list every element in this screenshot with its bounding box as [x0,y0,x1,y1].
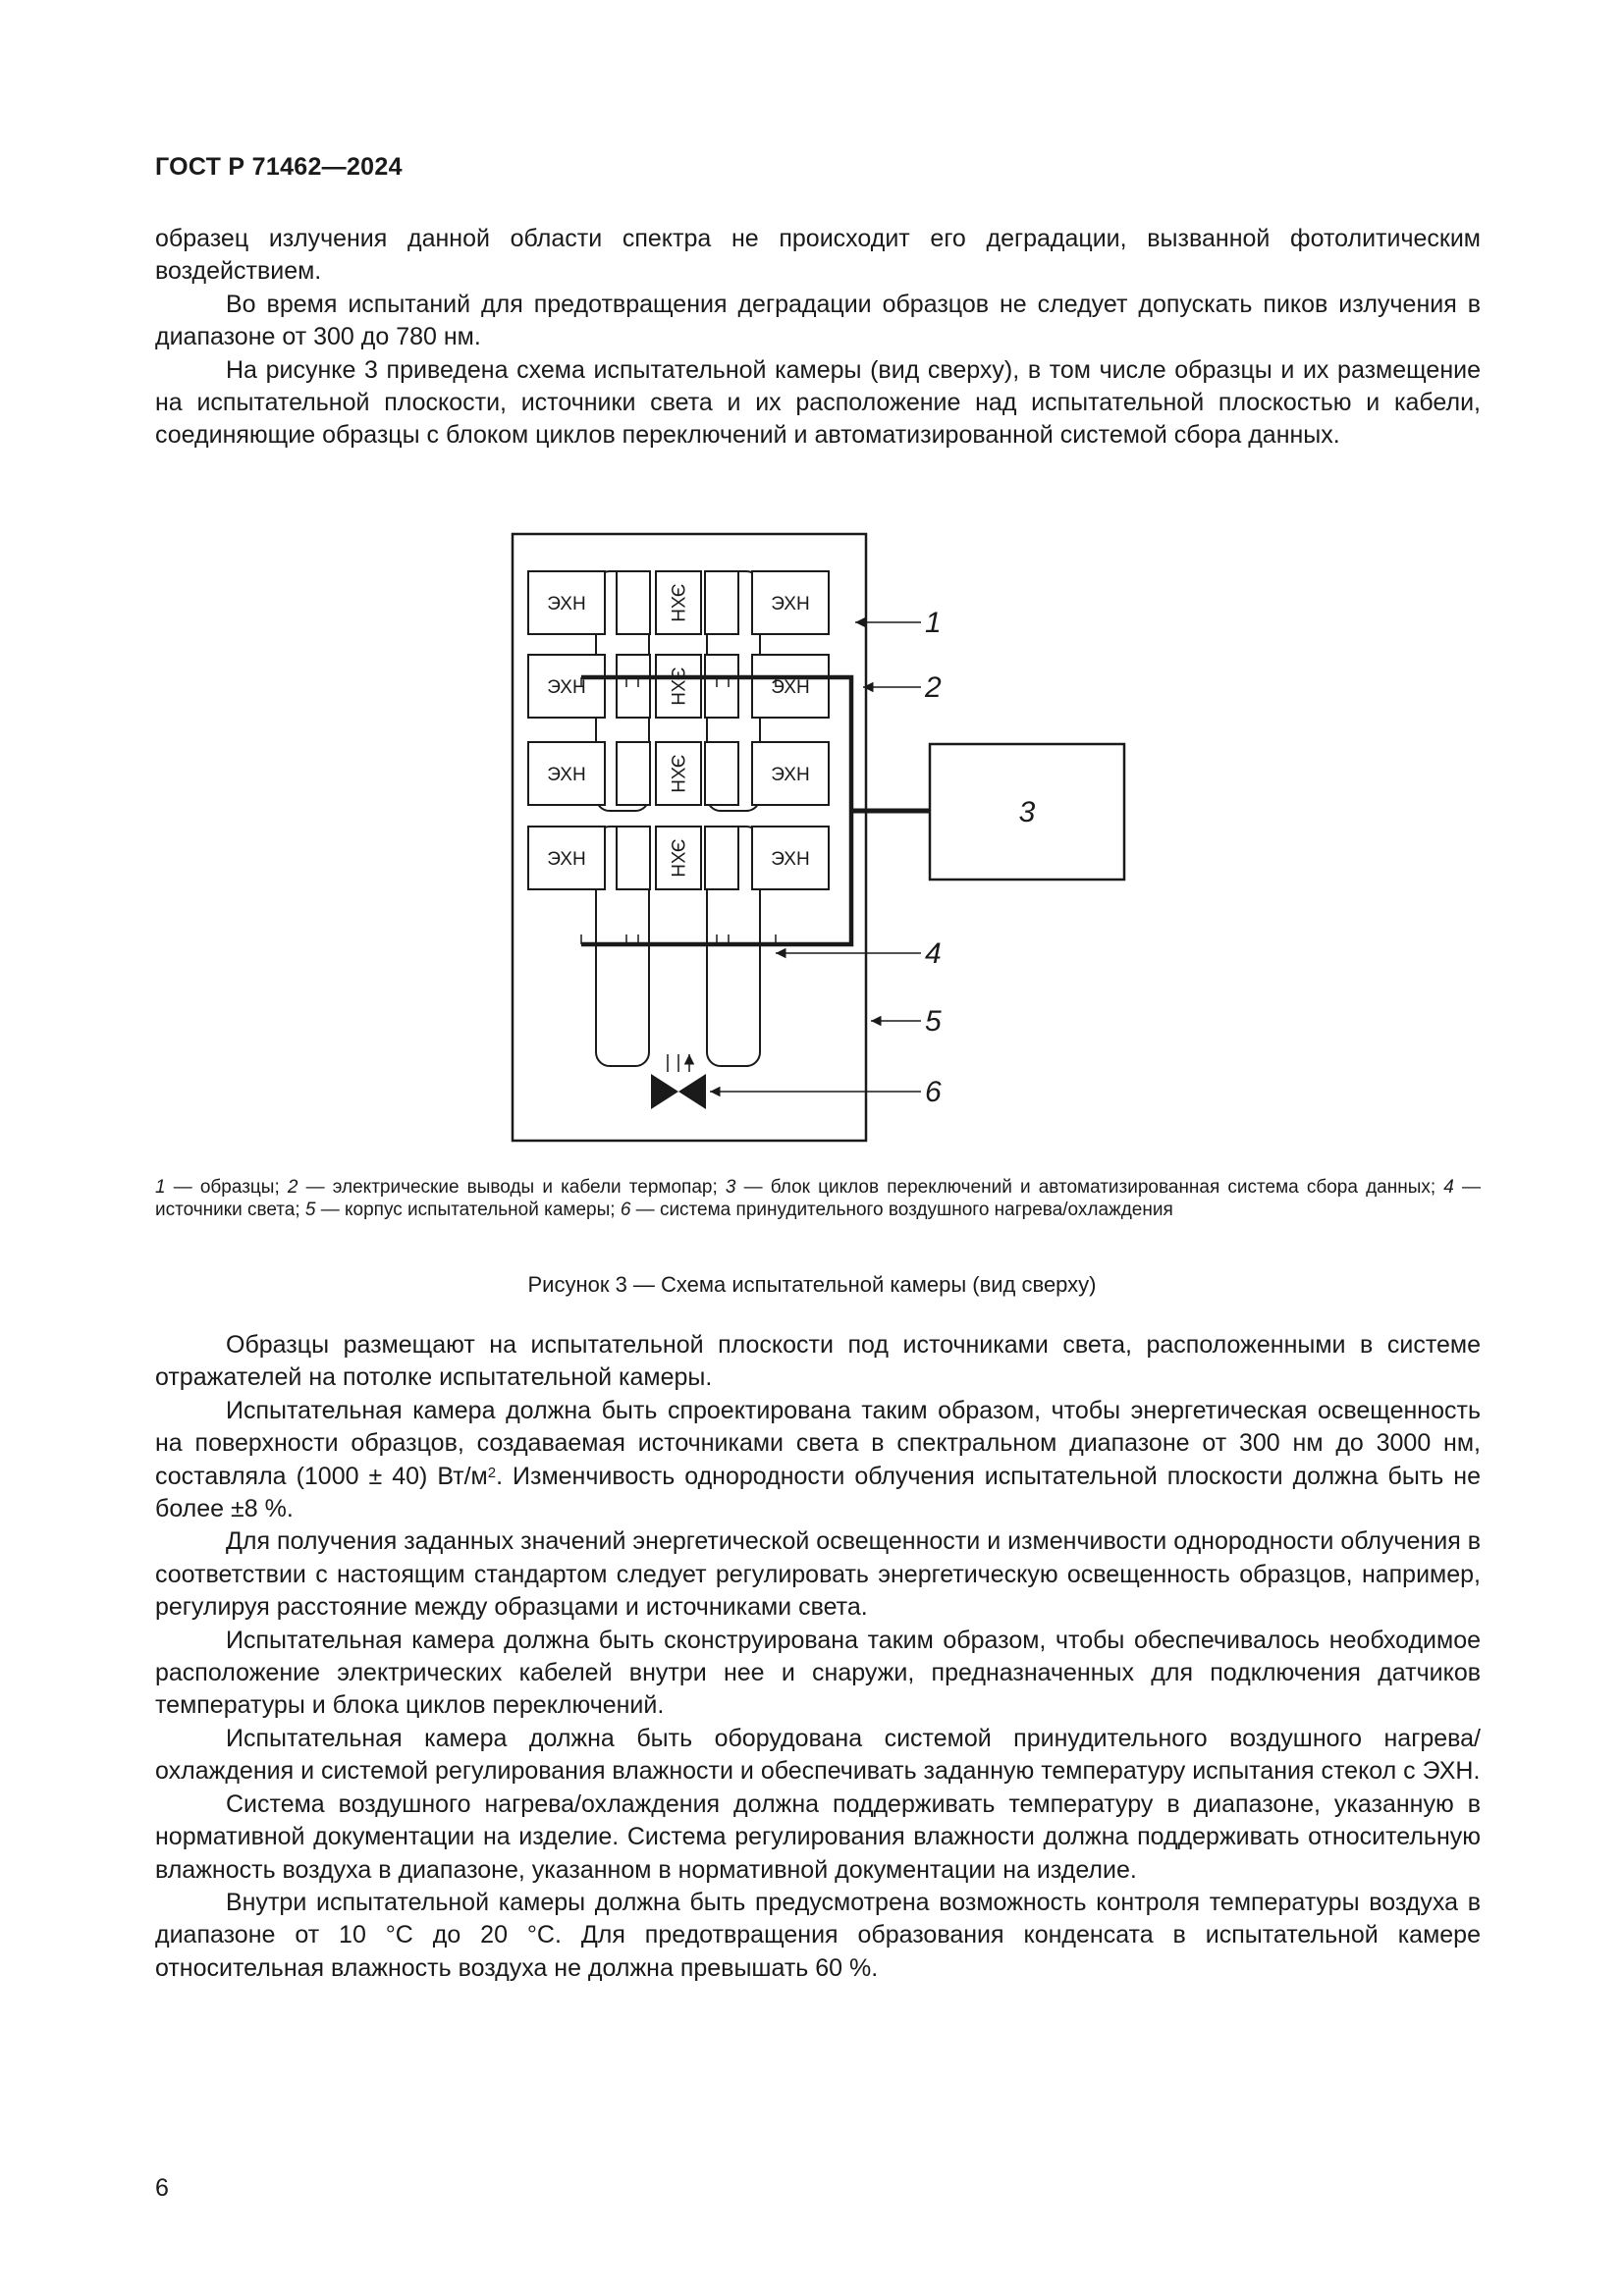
sample-panel [617,571,650,634]
legend-num: 4 [1443,1177,1454,1198]
paragraph: На рисунке 3 приведена схема испытательной камеры (вид сверху), в том числе образцы и их размещение на испытательной плоскости, источники света и их расположение над испытательной плоскостью и кабели, соединяющие образцы с блоком циклов переключений и автоматизированной системой сбора данных. [155,355,1481,450]
body-text-top [155,223,1481,453]
sample-label: ЭХН [547,849,586,870]
legend-num: 1 [155,1177,166,1198]
legend-num: 6 [620,1200,631,1220]
sample-label: ЭХН [547,677,586,698]
sample-row [528,827,829,889]
sample-panel [617,655,650,718]
paragraph: Испытательная камера должна быть сконструирована таким образом, чтобы обеспечивалось необходимое расположение электрических кабелей внутри нее и снаружи, предназначенных для подключения датчиков температуры и блока циклов переключений. [155,1626,1481,1720]
sample-label: ЭХН [771,765,810,785]
block-label: 3 [1018,796,1036,828]
paragraph: Внутри испытательной камеры должна быть предусмотрена возможность контроля температуры воздуха в диапазоне от 10 °С до 20 °С. Для предотвращения образования конденсата в испытательной камере относительная влажность воздуха не должна превышать 60 %. [155,1888,1481,1982]
sample-label: ЭХН [667,667,687,706]
paragraph: образец излучения данной области спектра не происходит его деградации, вызванной фотолитическим воздействием. [155,225,1481,286]
document-header: ГОСТ Р 71462—2024 [155,153,403,181]
sample-label: ЭХН [667,838,687,878]
legend-text: — система принудительного воздушного нагрева/охлаждения [630,1200,1173,1220]
legend-text: — электрические выводы и кабели термопар; [298,1177,726,1198]
page-number: 6 [155,2174,169,2202]
sample-panel [705,827,738,889]
legend-num: 3 [725,1177,736,1198]
legend-num: 5 [304,1200,316,1220]
callout-1: 1 [925,607,942,639]
sample-panel [617,742,650,805]
figure-title: Рисунок 3 — Схема испытательной камеры (вид сверху) [527,1272,1097,1297]
test-chamber-diagram [491,520,1159,1168]
sample-panel [705,571,738,634]
legend-num: 2 [287,1177,298,1198]
paragraph-text: . Изменчивость однородности облучения испытательной плоскости должна быть не более ±8 %. [155,1462,1481,1523]
sample-label: ЭХН [667,754,687,793]
paragraph: Испытательная камера должна быть оборудована системой принудительного воздушного нагрева/охлаждения и системой регулирования влажности и обеспечивать заданную температуру испытания стекол с ЭХН. [155,1724,1481,1786]
callout-5: 5 [925,1005,942,1038]
sample-label: ЭХН [547,594,586,614]
callout-2: 2 [925,671,942,704]
legend-text: — корпус испытательной камеры; [315,1200,621,1220]
sample-row [528,571,829,634]
sample-label: ЭХН [771,677,810,698]
sample-row [528,655,829,718]
sample-label: ЭХН [771,594,810,614]
paragraph: Система воздушного нагрева/охлаждения должна поддерживать температуру в диапазоне, указанную в нормативной документации на изделие. Система регулирования влажности должна поддерживать относительную влажность воздуха в диапазоне, указанном в нормативной документации на изделие. [155,1789,1481,1884]
sample-panel [617,827,650,889]
light-sources [596,571,760,1066]
callout-4: 4 [925,937,942,970]
legend-text: — образцы; [165,1177,288,1198]
sample-label: ЭХН [667,583,687,622]
paragraph-text: Испытательная камера должна быть спроектирована таким образом, чтобы энергетическая освещенность на поверхности образцов, создаваемая источниками света в спектральном диапазоне от 300 нм до 3000 нм, составляла (1000 ± 40) Вт/м [155,1396,1481,1490]
sample-label: ЭХН [771,849,810,870]
sample-label: ЭХН [547,765,586,785]
paragraph: Во время испытаний для предотвращения деградации образцов не следует допускать пиков излучения в диапазоне от 300 до 780 нм. [155,290,1481,351]
figure-legend [155,1176,1481,1221]
legend-text: — блок циклов переключений и автоматизированная система сбора данных; [735,1177,1444,1198]
sample-row [528,742,829,805]
paragraph: Образцы размещают на испытательной плоскости под источниками света, расположенными в системе отражателей на потолке испытательной камеры. [155,1331,1481,1392]
callout-6: 6 [925,1076,942,1108]
paragraph [155,1395,1481,1526]
body-text-bottom [155,1329,1481,1985]
air-heating-cooling-system [651,1054,706,1109]
paragraph: Для получения заданных значений энергетической освещенности и изменчивости однородности облучения в соответствии с настоящим стандартом следует регулировать энергетическую освещенность образцов, например, регулируя расстояние между образцами и источниками света. [155,1527,1481,1622]
sample-panel [705,655,738,718]
sample-panel [705,742,738,805]
legend-text: — источники света; [155,1177,1481,1220]
superscript: 2 [487,1464,497,1481]
